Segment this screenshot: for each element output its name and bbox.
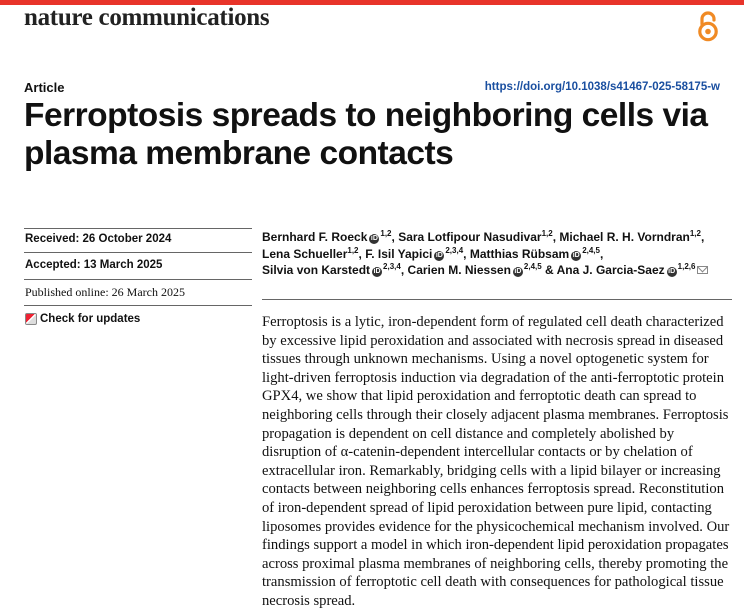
divider — [24, 228, 252, 229]
author-separator: & — [541, 263, 554, 278]
affiliation-numbers: 2,3,4 — [383, 262, 401, 272]
author[interactable] — [262, 247, 362, 261]
journal-name: nature communications — [24, 4, 270, 31]
author[interactable] — [557, 263, 709, 277]
check-for-updates-button[interactable] — [25, 313, 140, 325]
affiliation-numbers: 1,2 — [689, 229, 701, 238]
orcid-icon[interactable]: iD — [435, 251, 443, 259]
author[interactable] — [408, 263, 554, 277]
orcid-icon[interactable]: iD — [668, 268, 676, 276]
author[interactable] — [559, 230, 704, 244]
open-access-icon — [696, 10, 720, 42]
author-name: Carien M. Niessen — [407, 263, 511, 278]
author-separator: , — [358, 246, 362, 261]
orcid-icon[interactable]: iD — [373, 268, 381, 276]
email-icon[interactable] — [697, 266, 708, 274]
received-date: Received: 26 October 2024 — [25, 233, 172, 245]
author-name: Bernhard F. Roeck — [262, 230, 368, 244]
author[interactable] — [470, 247, 604, 261]
author-name: Silvia von Karstedt — [262, 263, 371, 278]
affiliation-numbers: 2,3,4 — [445, 245, 464, 255]
affiliation-numbers: 2,4,5 — [523, 262, 542, 272]
author-name: Lena Schueller — [262, 246, 348, 261]
author-name: Michael R. H. Vorndran — [559, 230, 690, 244]
author-name: Sara Lotfipour Nasudivar — [398, 230, 542, 244]
check-updates-icon — [25, 313, 37, 325]
doi-link[interactable]: https://doi.org/10.1038/s41467-025-58175-w — [484, 81, 720, 93]
check-updates-label: Check for updates — [40, 313, 141, 325]
author[interactable] — [365, 247, 466, 261]
author[interactable] — [262, 263, 404, 277]
affiliation-numbers: 1,2 — [380, 229, 392, 238]
author[interactable] — [398, 230, 556, 244]
divider — [24, 252, 252, 253]
affiliation-numbers: 2,4,5 — [582, 245, 600, 255]
published-date: Published online: 26 March 2025 — [25, 285, 185, 299]
author-separator: , — [400, 263, 405, 278]
author[interactable] — [262, 230, 395, 244]
orcid-icon[interactable]: iD — [370, 235, 378, 242]
author-separator: , — [599, 246, 604, 261]
article-type: Article — [24, 80, 65, 95]
divider — [24, 305, 252, 306]
paper-title: Ferroptosis spreads to neighboring cells via plasma membrane contacts — [24, 97, 708, 172]
accepted-date: Accepted: 13 March 2025 — [25, 259, 163, 271]
divider — [262, 299, 732, 300]
author-separator: , — [463, 246, 467, 261]
author-name: F. Isil Yapici — [365, 246, 433, 261]
author-name: Ana J. Garcia-Saez — [556, 263, 665, 278]
author-separator: , — [391, 230, 395, 244]
affiliation-numbers: 1,2 — [347, 245, 359, 255]
author-name: Matthias Rübsam — [469, 246, 570, 261]
orcid-icon[interactable]: iD — [572, 251, 580, 259]
affiliation-numbers: 1,2,6 — [677, 262, 696, 272]
divider — [24, 279, 252, 280]
orcid-icon[interactable]: iD — [514, 268, 522, 276]
author-list — [262, 229, 738, 279]
author-separator: , — [552, 230, 557, 244]
affiliation-numbers: 1,2 — [541, 229, 553, 238]
author-separator: , — [700, 230, 705, 244]
abstract: Ferroptosis is a lytic, iron-dependent form of regulated cell death characterized by excessive lipid peroxidation and associated with necrosis spread in diseased tissues through unknown mechanisms. Using a novel optogenetic system for light-driven ferroptosis induction via degradation of the anti-ferroptotic protein GPX4, we show that lipid peroxidation and ferroptotic death can spread to neighboring cells through their closely adjacent plasma membranes. Ferroptosis propagation is dependent on cell distance and completely abolished by disruption of α-catenin-dependent intercellular contacts or by chelation of extracellular iron. Remarkably, bridging cells with a lipid bilayer or increasing contacts between neighboring cells enhances ferroptosis spread. Reconstitution of iron-dependent spread of lipid peroxidation between pure lipid, contacting liposomes provides evidence for the physicochemical mechanism involved. Our findings support a model in which iron-dependent lipid peroxidation propagates across proximal plasma membranes of neighboring cells, thereby promoting the transmission of ferroptotic cell death with consequences for pathological tissue necrosis spread. — [262, 314, 730, 609]
